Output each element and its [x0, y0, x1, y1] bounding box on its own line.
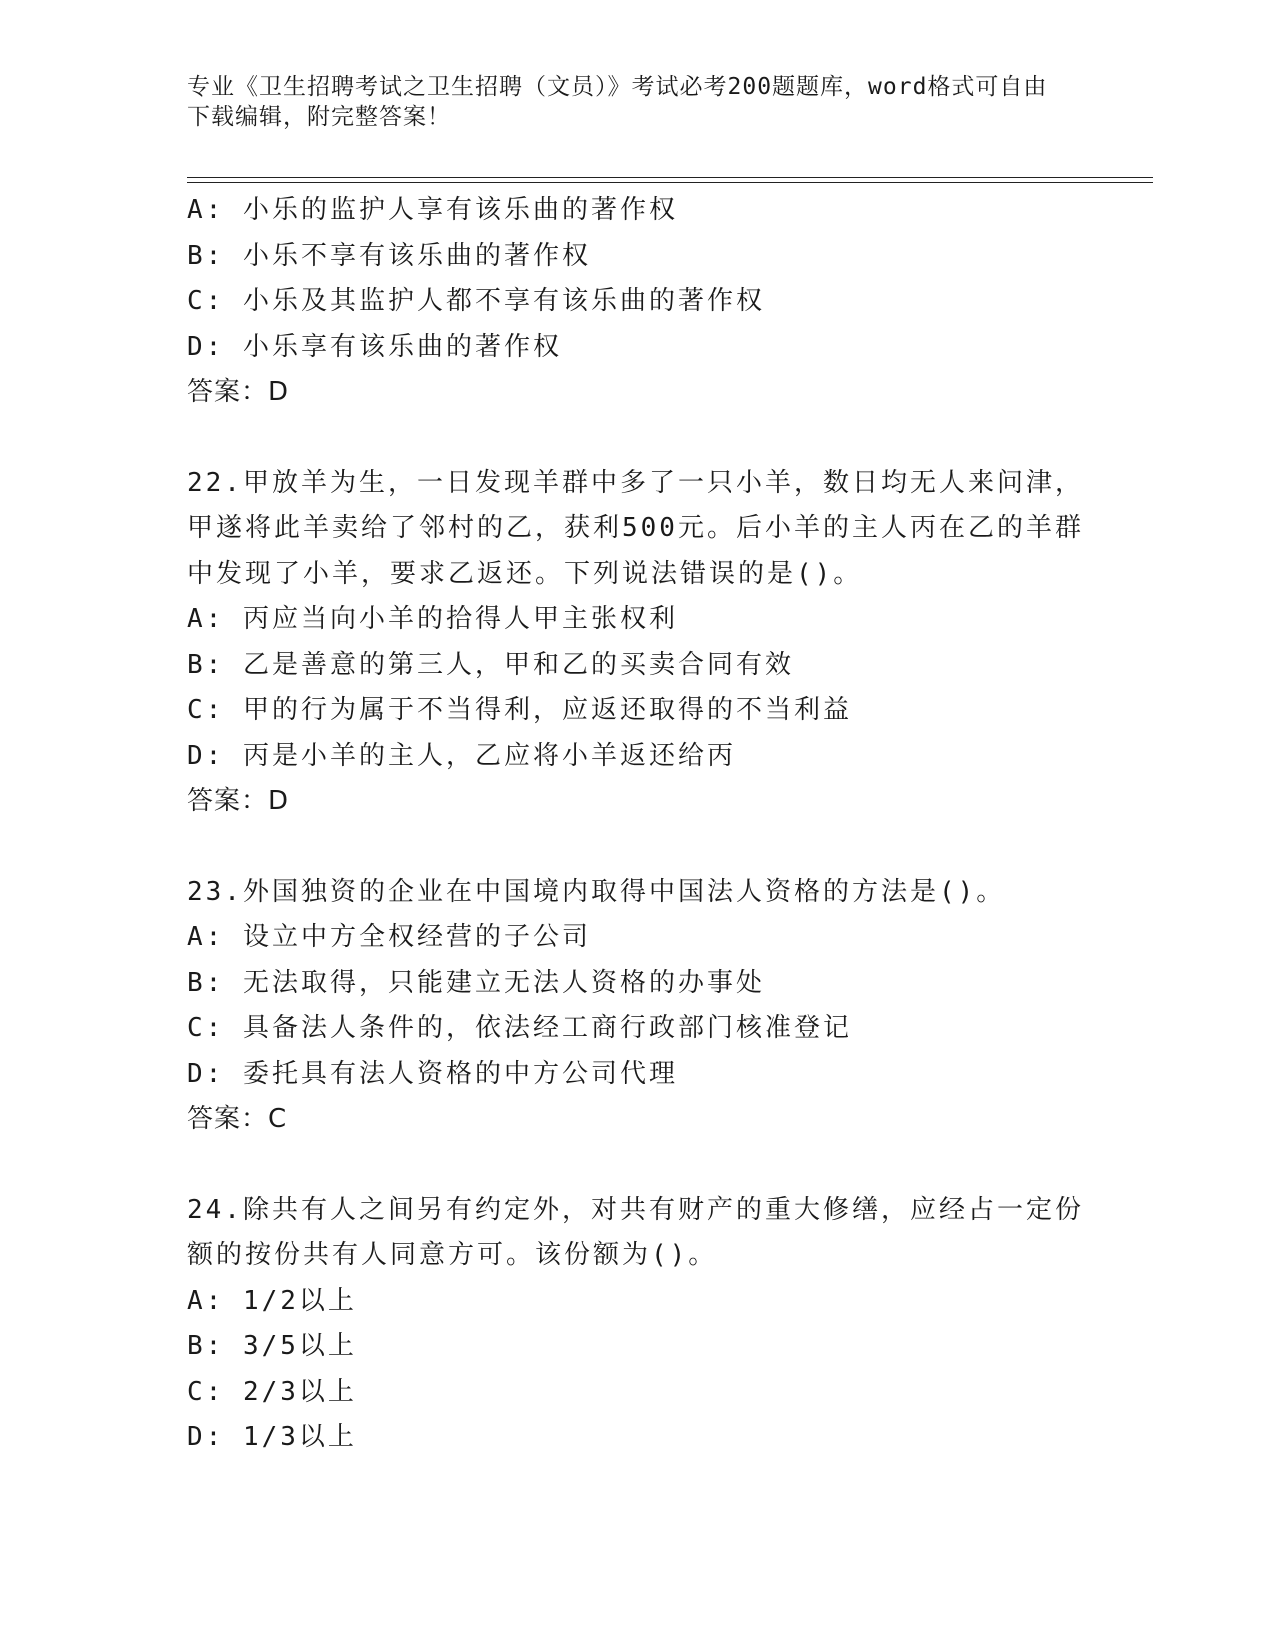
question-23 — [187, 870, 1087, 1143]
answer: 答案：D — [187, 377, 290, 407]
option-label: D: — [187, 331, 225, 362]
option-a — [187, 188, 1087, 234]
option-label: D: — [187, 1422, 225, 1452]
option-text: 1/3以上 — [242, 1422, 357, 1452]
option-c — [187, 688, 1087, 734]
answer: 答案：D — [187, 786, 290, 816]
option-b — [187, 1324, 1087, 1370]
option-d — [187, 1052, 1087, 1098]
option-label: D: — [187, 1058, 225, 1089]
option-a — [187, 1279, 1087, 1325]
answer: 答案：C — [187, 1104, 288, 1134]
option-text: 小乐的监护人享有该乐曲的著作权 — [242, 195, 678, 225]
option-label: C: — [187, 1376, 225, 1407]
option-label: B: — [187, 967, 225, 998]
option-d — [187, 734, 1087, 780]
option-text: 甲的行为属于不当得利，应返还取得的不当利益 — [242, 695, 852, 725]
option-text: 2/3以上 — [242, 1376, 357, 1407]
option-label: A: — [187, 922, 225, 952]
option-text: 3/5以上 — [242, 1331, 357, 1361]
question-text: 24.除共有人之间另有约定外，对共有财产的重大修缮，应经占一定份额的按份共有人同意方可。该份额为()。 — [187, 1194, 1084, 1270]
header-rule-bottom — [187, 182, 1153, 183]
option-text: 丙是小羊的主人，乙应将小羊返还给丙 — [242, 740, 736, 771]
option-label: A: — [187, 195, 225, 225]
option-label: C: — [187, 1013, 225, 1043]
option-d — [187, 325, 1087, 371]
option-label: A: — [187, 1285, 225, 1316]
option-label: D: — [187, 740, 225, 771]
option-text: 1/2以上 — [242, 1285, 357, 1316]
option-label: B: — [187, 649, 225, 680]
header-rule-top — [187, 177, 1153, 178]
option-b — [187, 961, 1087, 1007]
option-b — [187, 234, 1087, 280]
option-text: 无法取得，只能建立无法人资格的办事处 — [242, 967, 765, 998]
option-text: 小乐及其监护人都不享有该乐曲的著作权 — [242, 286, 765, 316]
option-c — [187, 1370, 1087, 1416]
question-24 — [187, 1188, 1087, 1461]
option-text: 小乐享有该乐曲的著作权 — [242, 331, 562, 362]
option-label: A: — [187, 604, 225, 634]
option-text: 设立中方全权经营的子公司 — [242, 922, 591, 952]
option-b — [187, 643, 1087, 689]
option-label: B: — [187, 240, 225, 271]
option-d — [187, 1415, 1087, 1461]
question-21-continuation — [187, 188, 1087, 416]
option-label: C: — [187, 695, 225, 725]
option-text: 丙应当向小羊的拾得人甲主张权利 — [242, 604, 678, 634]
option-a — [187, 597, 1087, 643]
option-text: 具备法人条件的，依法经工商行政部门核准登记 — [242, 1013, 852, 1043]
option-label: B: — [187, 1331, 225, 1361]
document-header: 专业《卫生招聘考试之卫生招聘（文员）》考试必考200题题库，word格式可自由下载编辑，附完整答案！ — [187, 74, 1048, 130]
option-label: C: — [187, 286, 225, 316]
option-c — [187, 1006, 1087, 1052]
option-text: 委托具有法人资格的中方公司代理 — [242, 1058, 678, 1089]
question-text: 22.甲放羊为生，一日发现羊群中多了一只小羊，数日均无人来问津，甲遂将此羊卖给了邻村的乙，获利500元。后小羊的主人丙在乙的羊群中发现了小羊，要求乙返还。下列说法错误的是()。 — [187, 467, 1084, 589]
option-text: 小乐不享有该乐曲的著作权 — [242, 240, 591, 271]
question-text: 23.外国独资的企业在中国境内取得中国法人资格的方法是()。 — [187, 876, 1006, 907]
option-c — [187, 279, 1087, 325]
question-22 — [187, 461, 1087, 825]
option-text: 乙是善意的第三人，甲和乙的买卖合同有效 — [242, 649, 794, 680]
option-a — [187, 915, 1087, 961]
question-list — [187, 188, 1087, 1461]
